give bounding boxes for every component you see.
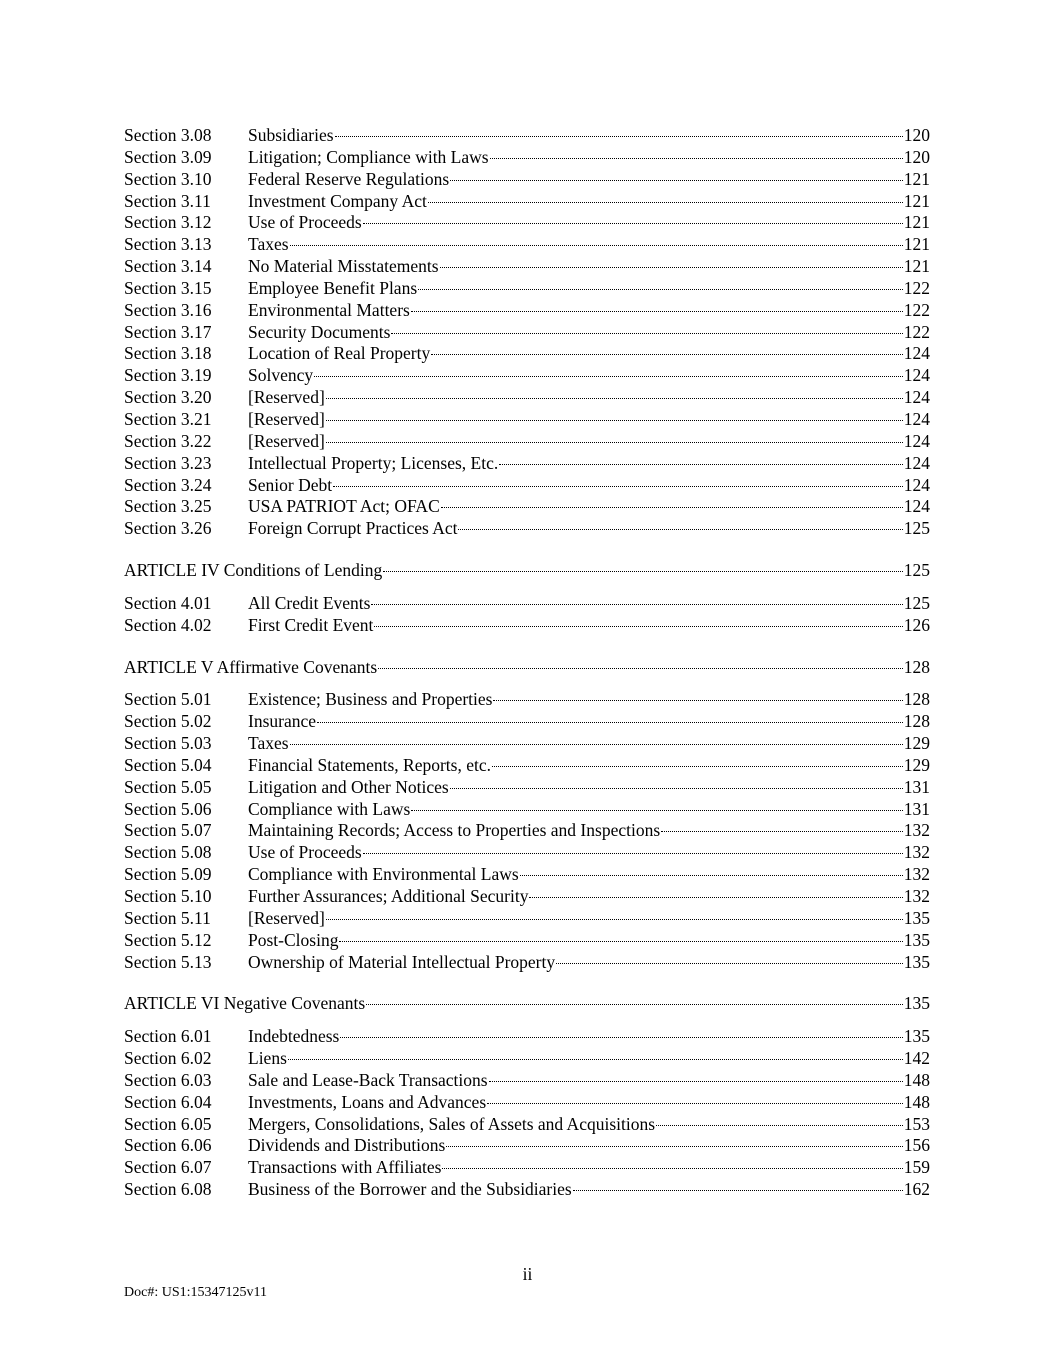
toc-section-row[interactable] — [124, 1092, 930, 1114]
dot-leader — [326, 420, 903, 421]
dot-leader — [428, 202, 903, 203]
dot-leader — [326, 442, 903, 443]
dot-leader — [326, 919, 903, 920]
dot-leader — [378, 668, 903, 669]
section-number: Section 3.14 — [124, 256, 212, 277]
section-number: Section 5.06 — [124, 798, 212, 819]
dot-leader — [442, 1168, 902, 1169]
dot-leader — [363, 223, 903, 224]
section-number: Section 3.10 — [124, 168, 212, 189]
section-number: Section 6.05 — [124, 1113, 212, 1134]
section-title: Use of Proceeds — [248, 212, 362, 233]
section-number: Section 5.07 — [124, 820, 212, 841]
toc-section-row[interactable] — [124, 1026, 930, 1048]
page-ref: 148 — [903, 1091, 930, 1112]
section-number: Section 6.01 — [124, 1026, 212, 1047]
section-title: Compliance with Laws — [248, 798, 411, 819]
page-ref: 122 — [903, 321, 930, 342]
section-number: Section 5.09 — [124, 864, 212, 885]
section-number: Section 3.24 — [124, 474, 212, 495]
toc-section-row[interactable] — [124, 1048, 930, 1070]
page-number: ii — [522, 1264, 533, 1284]
toc-section-row[interactable] — [124, 343, 930, 365]
section-title: Indebtedness — [248, 1026, 340, 1047]
toc-section-row[interactable] — [124, 365, 930, 387]
page-ref: 121 — [903, 234, 930, 255]
toc-section-row[interactable] — [124, 147, 930, 169]
dot-leader — [661, 831, 903, 832]
page-ref: 159 — [903, 1157, 930, 1178]
toc-section-row[interactable] — [124, 431, 930, 453]
section-number: Section 3.19 — [124, 365, 212, 386]
dot-leader — [363, 853, 903, 854]
page-ref: 124 — [903, 430, 930, 451]
dot-leader — [446, 1146, 902, 1147]
toc-section-row[interactable] — [124, 615, 930, 637]
toc-section-row[interactable] — [124, 1157, 930, 1179]
toc-section-row[interactable] — [124, 1070, 930, 1092]
page-ref: 128 — [903, 689, 930, 710]
dot-leader — [556, 963, 903, 964]
section-title: Business of the Borrower and the Subsidiaries — [248, 1179, 572, 1200]
page-ref: 125 — [903, 592, 930, 613]
section-title: Litigation; Compliance with Laws — [248, 146, 489, 167]
dot-leader — [656, 1125, 903, 1126]
section-title: Taxes — [248, 733, 289, 754]
section-title: Environmental Matters — [248, 299, 410, 320]
dot-leader — [450, 788, 903, 789]
dot-leader — [314, 376, 903, 377]
toc-section-row[interactable] — [124, 453, 930, 475]
section-number: Section 6.07 — [124, 1157, 212, 1178]
section-number: Section 3.20 — [124, 387, 212, 408]
page-ref: 121 — [903, 212, 930, 233]
section-title: Financial Statements, Reports, etc. — [248, 754, 492, 775]
page-ref: 128 — [903, 656, 930, 677]
toc-section-row[interactable] — [124, 322, 930, 344]
dot-leader — [487, 1103, 903, 1104]
section-number: Section 3.18 — [124, 343, 212, 364]
page-ref: 156 — [903, 1135, 930, 1156]
page-ref: 135 — [903, 1026, 930, 1047]
page-ref: 125 — [903, 560, 930, 581]
section-number: Section 3.15 — [124, 277, 212, 298]
page-ref: 132 — [903, 886, 930, 906]
page-ref: 121 — [903, 190, 930, 211]
page-ref: 120 — [903, 125, 930, 145]
page-ref: 129 — [903, 733, 930, 754]
article-title: ARTICLE V Affirmative Covenants — [124, 656, 378, 677]
section-number: Section 5.03 — [124, 733, 212, 754]
page-ref: 121 — [903, 256, 930, 277]
toc-section-row[interactable] — [124, 1179, 930, 1201]
page-ref: 135 — [903, 951, 930, 972]
dot-leader — [418, 289, 903, 290]
toc-section-row[interactable] — [124, 278, 930, 300]
section-title: Solvency — [248, 365, 314, 386]
section-title: Use of Proceeds — [248, 842, 362, 863]
section-number: Section 5.02 — [124, 711, 212, 732]
section-title: Post-Closing — [248, 929, 339, 950]
page-ref: 142 — [903, 1048, 930, 1069]
dot-leader — [520, 875, 903, 876]
toc-section-row[interactable] — [124, 212, 930, 234]
toc-section-row[interactable] — [124, 387, 930, 409]
section-title: Further Assurances; Additional Security — [248, 886, 529, 906]
section-number: Section 6.08 — [124, 1179, 212, 1200]
dot-leader — [340, 1037, 902, 1038]
section-number: Section 3.16 — [124, 299, 212, 320]
dot-leader — [391, 333, 902, 334]
dot-leader — [489, 1081, 903, 1082]
article-title: ARTICLE IV Conditions of Lending — [124, 560, 383, 581]
dot-leader — [493, 700, 902, 701]
page-ref: 132 — [903, 820, 930, 841]
section-number: Section 5.08 — [124, 842, 212, 863]
section-number: Section 3.21 — [124, 408, 212, 429]
dot-leader — [492, 766, 903, 767]
section-number: Section 3.26 — [124, 518, 212, 539]
document-id: Doc#: US1:15347125v11 — [124, 1285, 267, 1300]
dot-leader — [326, 398, 903, 399]
section-title: Compliance with Environmental Laws — [248, 864, 519, 885]
toc-section-row[interactable] — [124, 777, 930, 799]
section-number: Section 3.12 — [124, 212, 212, 233]
section-number: Section 6.03 — [124, 1069, 212, 1090]
page-ref: 128 — [903, 711, 930, 732]
section-number: Section 5.01 — [124, 689, 212, 710]
toc-section-row[interactable] — [124, 1135, 930, 1157]
section-title: Federal Reserve Regulations — [248, 168, 450, 189]
section-title: Foreign Corrupt Practices Act — [248, 518, 458, 539]
section-title: Employee Benefit Plans — [248, 277, 418, 298]
section-title: Dividends and Distributions — [248, 1135, 446, 1156]
dot-leader — [383, 571, 903, 572]
section-number: Section 3.17 — [124, 321, 212, 342]
section-title: Existence; Business and Properties — [248, 689, 493, 710]
toc-section-row[interactable] — [124, 300, 930, 322]
page-ref: 124 — [903, 408, 930, 429]
section-number: Section 6.04 — [124, 1091, 212, 1112]
page-ref: 135 — [903, 907, 930, 928]
page-ref: 132 — [903, 842, 930, 863]
section-number: Section 3.09 — [124, 146, 212, 167]
section-title: Senior Debt — [248, 474, 333, 495]
toc-section-row[interactable] — [124, 125, 930, 147]
toc-section-row[interactable] — [124, 1114, 930, 1136]
section-title: Mergers, Consolidations, Sales of Assets and Acquisitions — [248, 1113, 656, 1134]
toc-section-row[interactable] — [124, 908, 930, 930]
page-ref: 148 — [903, 1069, 930, 1090]
page-ref: 131 — [903, 776, 930, 797]
section-title: Security Documents — [248, 321, 391, 342]
section-title: Transactions with Affiliates — [248, 1157, 442, 1178]
toc-section-row[interactable] — [124, 518, 930, 540]
section-number: Section 6.02 — [124, 1048, 212, 1069]
table-of-contents — [124, 125, 930, 1201]
dot-leader — [450, 180, 903, 181]
section-title: Investments, Loans and Advances — [248, 1091, 487, 1112]
dot-leader — [411, 810, 902, 811]
dot-leader — [529, 897, 902, 898]
section-title: All Credit Events — [248, 592, 371, 613]
toc-section-row[interactable] — [124, 952, 930, 974]
toc-section-row[interactable] — [124, 886, 930, 908]
toc-section-row[interactable] — [124, 593, 930, 615]
section-title: Taxes — [248, 234, 289, 255]
page-ref: 121 — [903, 168, 930, 189]
page-ref: 153 — [903, 1113, 930, 1134]
toc-section-row[interactable] — [124, 256, 930, 278]
section-title: Investment Company Act — [248, 190, 427, 211]
page-ref: 122 — [903, 299, 930, 320]
section-title: [Reserved] — [248, 387, 325, 408]
dot-leader — [339, 941, 902, 942]
toc-section-row[interactable] — [124, 689, 930, 711]
section-number: Section 4.01 — [124, 592, 212, 613]
toc-section-row[interactable] — [124, 842, 930, 864]
section-title: Liens — [248, 1048, 287, 1069]
dot-leader — [374, 626, 902, 627]
section-title: Insurance — [248, 711, 317, 732]
section-number: Section 3.11 — [124, 190, 211, 211]
dot-leader — [458, 529, 902, 530]
section-title: No Material Misstatements — [248, 256, 439, 277]
page-ref: 124 — [903, 387, 930, 408]
dot-leader — [335, 136, 903, 137]
page-ref: 124 — [903, 343, 930, 364]
toc-section-row[interactable] — [124, 409, 930, 431]
page-ref: 126 — [903, 614, 930, 635]
dot-leader — [366, 1004, 903, 1005]
section-title: [Reserved] — [248, 907, 325, 928]
page-ref: 135 — [903, 929, 930, 950]
section-title: [Reserved] — [248, 408, 325, 429]
page-ref: 129 — [903, 754, 930, 775]
toc-article-row[interactable] — [124, 657, 930, 679]
section-title: Location of Real Property — [248, 343, 431, 364]
dot-leader — [499, 464, 902, 465]
section-title: [Reserved] — [248, 430, 325, 451]
section-title: USA PATRIOT Act; OFAC — [248, 496, 440, 517]
toc-section-row[interactable] — [124, 234, 930, 256]
page-ref: 124 — [903, 474, 930, 495]
toc-section-row[interactable] — [124, 496, 930, 518]
section-title: First Credit Event — [248, 614, 374, 635]
section-title: Ownership of Material Intellectual Property — [248, 951, 556, 972]
section-title: Litigation and Other Notices — [248, 776, 449, 797]
page-ref: 122 — [903, 277, 930, 298]
page-ref: 124 — [903, 496, 930, 517]
dot-leader — [573, 1190, 903, 1191]
page-ref: 125 — [903, 518, 930, 539]
page-ref: 132 — [903, 864, 930, 885]
toc-section-row[interactable] — [124, 733, 930, 755]
section-title: Intellectual Property; Licenses, Etc. — [248, 452, 499, 473]
toc-section-row[interactable] — [124, 799, 930, 821]
dot-leader — [431, 354, 903, 355]
section-number: Section 3.25 — [124, 496, 212, 517]
page-ref: 135 — [903, 993, 930, 1014]
section-number: Section 5.11 — [124, 907, 211, 928]
section-number: Section 6.06 — [124, 1135, 212, 1156]
dot-leader — [290, 245, 903, 246]
section-number: Section 5.10 — [124, 886, 212, 906]
dot-leader — [490, 158, 903, 159]
section-number: Section 3.08 — [124, 125, 212, 145]
section-number: Section 5.05 — [124, 776, 212, 797]
toc-article-row[interactable] — [124, 560, 930, 582]
dot-leader — [371, 604, 902, 605]
toc-section-row[interactable] — [124, 820, 930, 842]
page-ref: 162 — [903, 1179, 930, 1200]
toc-section-row[interactable] — [124, 755, 930, 777]
toc-section-row[interactable] — [124, 191, 930, 213]
page-ref: 124 — [903, 365, 930, 386]
section-number: Section 4.02 — [124, 614, 212, 635]
toc-section-row[interactable] — [124, 930, 930, 952]
page-ref: 124 — [903, 452, 930, 473]
toc-article-row[interactable] — [124, 993, 930, 1015]
page-ref: 131 — [903, 798, 930, 819]
section-number: Section 5.12 — [124, 929, 212, 950]
section-number: Section 3.22 — [124, 430, 212, 451]
dot-leader — [333, 486, 903, 487]
section-title: Maintaining Records; Access to Properties and Inspections — [248, 820, 661, 841]
dot-leader — [317, 722, 903, 723]
section-number: Section 3.23 — [124, 452, 212, 473]
dot-leader — [290, 744, 903, 745]
article-title: ARTICLE VI Negative Covenants — [124, 993, 366, 1014]
dot-leader — [441, 507, 903, 508]
page-ref: 120 — [903, 146, 930, 167]
toc-section-row[interactable] — [124, 864, 930, 886]
toc-section-row[interactable] — [124, 711, 930, 733]
dot-leader — [288, 1059, 903, 1060]
dot-leader — [440, 267, 903, 268]
section-number: Section 5.13 — [124, 951, 212, 972]
section-number: Section 5.04 — [124, 754, 212, 775]
toc-section-row[interactable] — [124, 475, 930, 497]
section-title: Sale and Lease-Back Transactions — [248, 1069, 488, 1090]
section-number: Section 3.13 — [124, 234, 212, 255]
section-title: Subsidiaries — [248, 125, 334, 145]
toc-section-row[interactable] — [124, 169, 930, 191]
dot-leader — [411, 311, 903, 312]
